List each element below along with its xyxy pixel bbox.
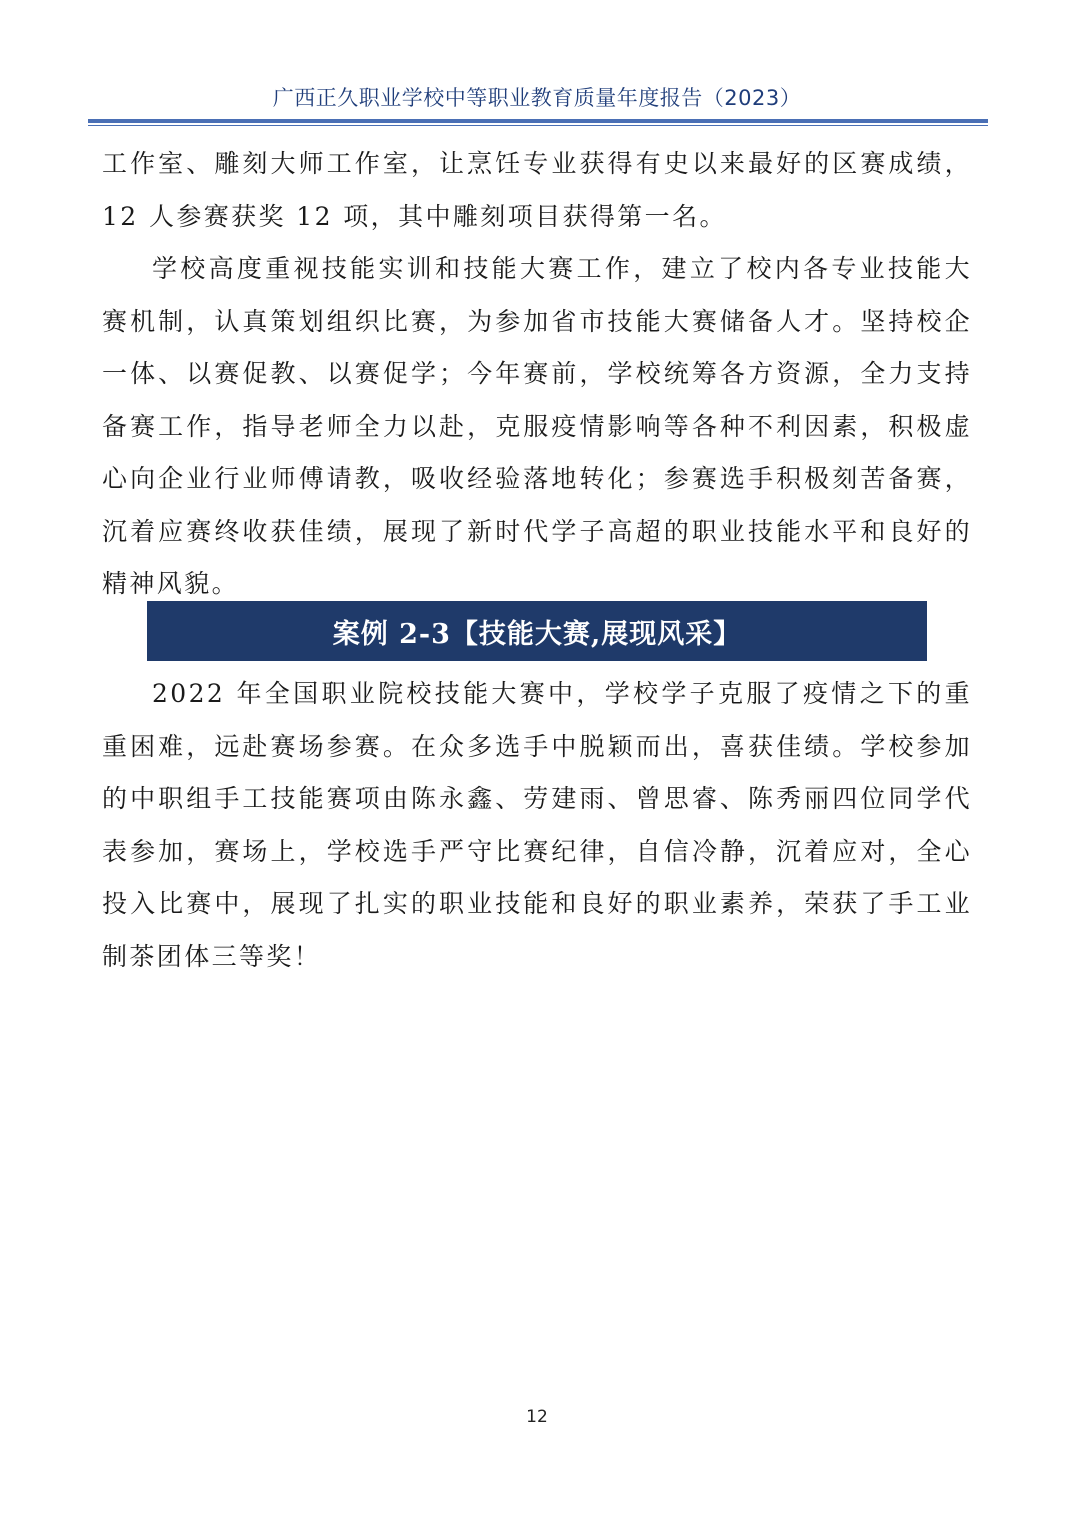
page-number: 12 xyxy=(526,1407,548,1427)
header-divider-thick xyxy=(88,119,988,123)
report-header-title: 广西正久职业学校中等职业教育质量年度报告（2023） xyxy=(272,86,802,110)
paragraph-skills-training: 学校高度重视技能实训和技能大赛工作，建立了校内各专业技能大赛机制，认真策划组织比赛，为参加省市技能大赛储备人才。坚持校企一体、以赛促教、以赛促学；今年赛前，学校统筹各方资源，全力支持备赛工作，指导老师全力以赴，克服疫情影响等各种不利因素，积极虚心向企业行业师傅请教，吸收经验落地转化；参赛选手积极刻苦备赛，沉着应赛终收获佳绩，展现了新时代学子高超的职业技能水平和良好的精神风貌。 xyxy=(102,254,972,598)
paragraph-continuation: 工作室、雕刻大师工作室，让烹饪专业获得有史以来最好的区赛成绩，12 人参赛获奖 12 项，其中雕刻项目获得第一名。 xyxy=(102,149,972,231)
paragraph-national-contest: 2022 年全国职业院校技能大赛中，学校学子克服了疫情之下的重重困难，远赴赛场参赛。在众多选手中脱颖而出，喜获佳绩。学校参加的中职组手工技能赛项由陈永鑫、劳建雨、曾思睿、陈秀丽四位同学代表参加，赛场上，学校选手严守比赛纪律，自信冷静，沉着应对，全心投入比赛中，展现了扎实的职业技能和良好的职业素养，荣获了手工业制茶团体三等奖！ xyxy=(102,679,972,971)
case-title-banner xyxy=(147,601,927,661)
body-section-2 xyxy=(102,668,972,983)
header-divider-thin xyxy=(88,125,988,126)
body-section-1 xyxy=(102,138,972,611)
case-title: 案例 2-3【技能大赛,展现风采】 xyxy=(332,618,742,650)
